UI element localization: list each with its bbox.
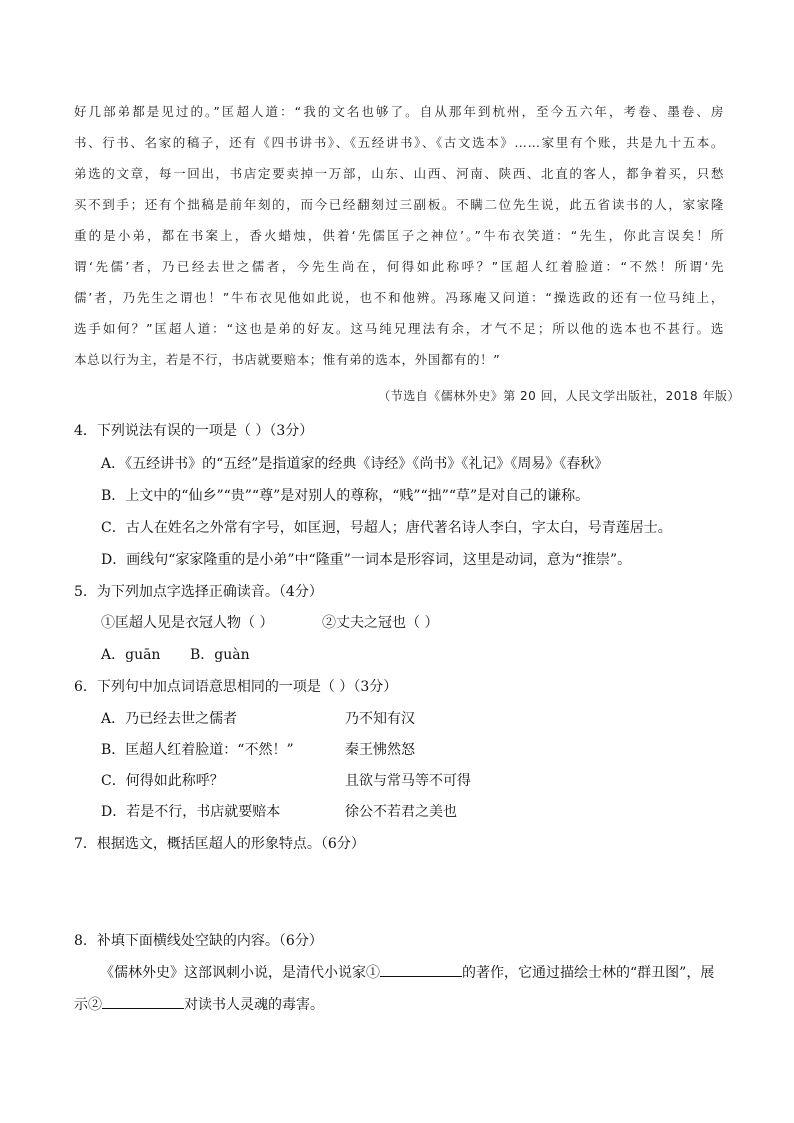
question-8-line-1 <box>100 962 714 982</box>
question-6-option-b: B．匡超人红着脸道：“不然！” <box>101 742 294 758</box>
question-6-option-a-compare: 乃不知有汉 <box>345 711 415 727</box>
passage-line: 重的是小弟，都在书案上，香火蜡烛，供着‘先儒匡子之神位’。”牛布衣笑道：“先生，你此言误矣！所 <box>74 228 724 243</box>
passage-line: 本总以行为主，若是不行，书店就要赔本；惟有弟的选本，外国都有的！” <box>74 352 501 367</box>
question-6-option-c-compare: 且欲与常马等不可得 <box>345 773 471 789</box>
answer-blank-1[interactable] <box>380 962 462 977</box>
question-4-option-b: B．上文中的“仙乡”“贵”“尊”是对别人的尊称，“贱”“拙”“草”是对自己的谦称。 <box>101 488 590 504</box>
question-8-line-1-start: 《儒林外史》这部讽刺小说，是清代小说家① <box>100 965 380 981</box>
question-7-stem: 7．根据选文，概括匡超人的形象特点。（6分） <box>74 836 365 852</box>
question-8-line-1-end: 的著作，它通过描绘士林的“群丑图”，展 <box>462 965 715 981</box>
passage-line: 选手如何？”匡超人道：“这也是弟的好友。这马纯兄理法有余，才气不足；所以他的选本也不甚行。选 <box>74 321 724 336</box>
question-8-line-2 <box>74 994 324 1014</box>
question-5-item-1: ①匡超人见是衣冠人物（ ） <box>101 615 274 631</box>
passage-source: （节选自《儒林外史》第 20 回，人民文学出版社，2018 年版） <box>378 389 740 403</box>
passage-line: 买不到手；还有个拙稿是前年刻的，而今已经翻刻过三副板。不瞒二位先生说，此五省读书的人，家家隆 <box>74 197 724 212</box>
question-4-option-d: D．画线句“家家隆重的是小弟”中“隆重”一词本是形容词，这里是动词，意为“推崇”。 <box>101 552 632 568</box>
question-5-item-2: ②丈夫之冠也（ ） <box>322 615 439 631</box>
question-6-option-d-compare: 徐公不若君之美也 <box>345 804 457 820</box>
question-8-line-2-start: 示② <box>74 997 102 1013</box>
question-6-option-b-compare: 秦王怫然怒 <box>345 742 415 758</box>
question-6-stem: 6．下列句中加点词语意思相同的一项是（ ）（3分） <box>74 679 398 695</box>
passage-line: 书、行书、名家的稿子，还有《四书讲书》、《五经讲书》、《古文选本》……家里有个账，共是九十五本。 <box>74 135 724 150</box>
question-6-option-c: C．何得如此称呼？ <box>101 773 224 789</box>
question-5-option-b: B．guàn <box>190 647 250 663</box>
answer-blank-2[interactable] <box>102 994 184 1009</box>
question-4-stem: 4．下列说法有误的一项是（ ）（3分） <box>74 423 314 439</box>
question-4-option-c: C．古人在姓名之外常有字号，如匡迥，号超人；唐代著名诗人李白，字太白，号青莲居士。 <box>101 520 672 536</box>
question-8-line-2-end: 对读书人灵魂的毒害。 <box>184 997 324 1013</box>
passage-line: 儒’者，乃先生之谓也！”牛布衣见他如此说，也不和他辨。冯琢庵又问道：“操选政的还有一位马纯上， <box>74 290 724 305</box>
question-6-option-a: A．乃已经去世之儒者 <box>101 711 238 727</box>
passage-line: 谓‘先儒’者，乃已经去世之儒者，今先生尚在，何得如此称呼？”匡超人红着脸道：“不然！所谓‘先 <box>74 259 724 274</box>
question-4-option-a: A．《五经讲书》的“五经”是指道家的经典《诗经》《尚书》《礼记》《周易》《春秋》 <box>101 456 609 472</box>
question-6-option-d: D．若是不行，书店就要赔本 <box>101 804 281 820</box>
passage-excerpt <box>74 96 724 375</box>
question-8-stem: 8．补填下面横线处空缺的内容。（6分） <box>74 933 323 949</box>
passage-line: 好几部弟都是见过的。”匡超人道：“我的文名也够了。自从那年到杭州，至今五六年，考卷、墨卷、房 <box>74 104 724 119</box>
question-5-option-a: A．guān <box>101 647 161 663</box>
question-5-stem: 5．为下列加点字选择正确读音。（4分） <box>74 584 323 600</box>
passage-line: 弟选的文章，每一回出，书店定要卖掉一万部，山东、山西、河南、陕西、北直的客人，都争着买，只愁 <box>74 166 724 181</box>
